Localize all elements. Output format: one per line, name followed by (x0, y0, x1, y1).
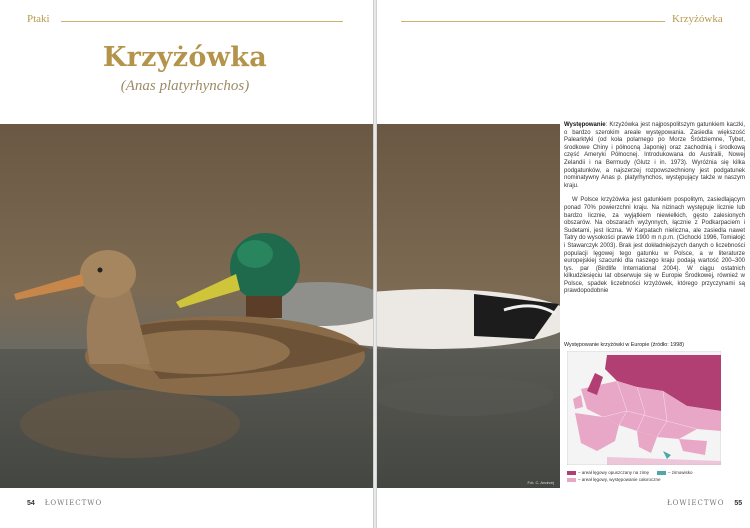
journal-name-right: ŁOWIECTWO (667, 499, 725, 507)
paragraph-1 (564, 122, 745, 190)
header-rule (61, 21, 343, 22)
article-title: Krzyżówka (102, 42, 268, 73)
page-number-left: 54 (27, 500, 35, 507)
duck-photo-image-right (377, 124, 560, 488)
legend-item-breeding-summer: – areał lęgowy opuszczany na zimę – zimowisko (567, 469, 745, 476)
section-label-right: Krzyżówka (672, 13, 723, 25)
page-number-right: 55 (734, 500, 743, 507)
duck-photo-right (377, 124, 560, 488)
map-title: Występowanie krzyżówki w Europie (źródło: 1998) (564, 342, 685, 348)
article-text (564, 122, 745, 303)
legend-swatch-pink (567, 478, 576, 482)
legend-swatch-magenta (567, 471, 576, 475)
right-page (377, 0, 750, 528)
occurrence-label: Występowanie (564, 122, 606, 128)
left-page (0, 0, 373, 528)
duck-photo-image (0, 124, 373, 488)
photo-credit: Fot. C. Andrzej (527, 480, 554, 485)
legend-item-year-round: – areał lęgowy, występowanie całoroczne (567, 476, 745, 483)
legend-swatch-teal (657, 471, 666, 475)
europe-map-image (567, 351, 721, 465)
footer-right (667, 499, 742, 507)
section-label: Ptaki (27, 13, 50, 25)
latin-name: (Anas platyrhynchos) (120, 78, 250, 94)
duck-photo-left (0, 124, 373, 488)
journal-name-left: ŁOWIECTWO (44, 499, 103, 507)
header-rule-right (401, 21, 665, 22)
footer-left (27, 499, 102, 507)
map-legend (567, 469, 745, 483)
distribution-map (567, 351, 721, 465)
paragraph-2: W Polsce krzyżówka jest gatunkiem pospolitym, zasiedlającym ponad 70% powierzchni kraju. Na nizinach występuje licznie lub bardzo licznie, za wyjątkiem niewielkich, gęsto zalesionych obszarów. Na obszarach wyżynnych, łącznie z Podkarpaciem i Sudetami, jest liczna. W Karpatach nieliczna, ale zasiedla nawet Tatry do wysokości prawie 1900 m n.p.m. (Cichocki 1996, Tomiałojć i Stawarczyk 2003). Brak jest dokładniejszych danych o liczebności populacji lęgowej tego gatunku w Polsce, a w literaturze europejskiej szacunki dla naszego kraju podają wartość 200–300 tys. par (Birdlife International 2004). W ciągu ostatnich kilkudziesięciu lat obserwuje się w Europie Środkowej, również w Polsce, spadek liczebności krzyżówek, którego przyczynami są prawdopodobnie (564, 197, 745, 295)
paragraph-1-text: : Krzyżówka jest najpospolitszym gatunkiem kaczki, o bardzo szerokim areale występowania. Zasiedla większość Palearktyki (od koła polarnego po Morze Śródziemne, Tybet, środkowe Chiny i północną Japonię) oraz zachodnią i środkową część Ameryki Północnej. Introdukowana do Australii, Nowej Zelandii i na Bermudy (Glutz i in. 1973). Wyróżnia się kilka podgatunków, a najszerzej rozpowszechniony jest podgatunek nominatywny Anas p. platyrhynchos, występujący także w naszym kraju. (564, 122, 745, 189)
